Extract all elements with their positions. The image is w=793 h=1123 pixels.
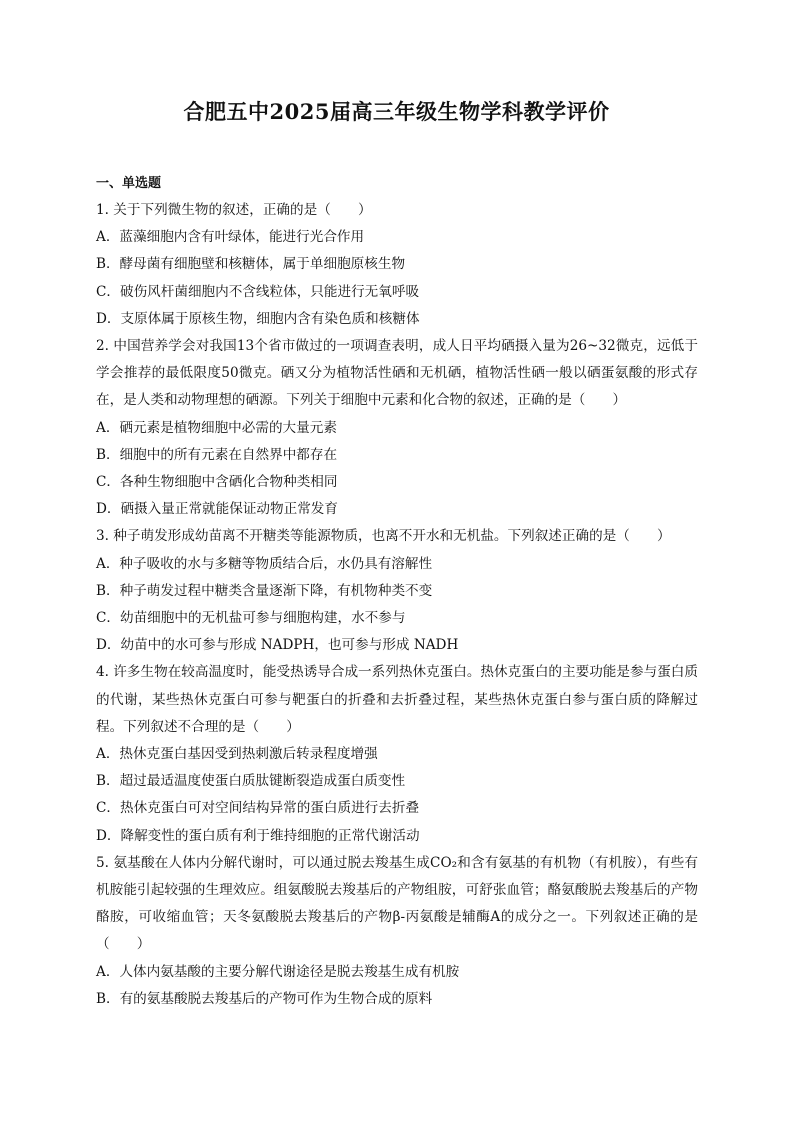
option-d: D．硒摄入量正常就能保证动物正常发育 [96,501,338,518]
question-1 [96,197,698,333]
question-stem: 4. 许多生物在较高温度时，能受热诱导合成一系列热休克蛋白。热休克蛋白的主要功能是参与蛋白质的代谢，某些热休克蛋白可参与靶蛋白的折叠和去折叠过程，某些热休克蛋白参与蛋白质的降解过程。下列叙述不合理的是（ ） [96,664,698,735]
section-heading: 一、单选题 [96,176,162,191]
option-c: C．热休克蛋白可对空间结构异常的蛋白质进行去折叠 [96,800,420,817]
option-b: B．种子萌发过程中糖类含量逐渐下降，有机物种类不变 [96,582,433,599]
option-b: B．超过最适温度使蛋白质肽键断裂造成蛋白质变性 [96,773,406,790]
option-a: A．热休克蛋白基因受到热刺激后转录程度增强 [96,746,378,763]
option-d: D．支原体属于原核生物，细胞内含有染色质和核糖体 [96,310,420,327]
option-b: B．有的氨基酸脱去羧基后的产物可作为生物合成的原料 [96,990,433,1007]
option-a: A．硒元素是植物细胞中必需的大量元素 [96,419,337,436]
document-body [96,170,698,1013]
option-c: C．各种生物细胞中含硒化合物种类相同 [96,474,338,491]
question-2 [96,333,698,523]
option-c: C．幼苗细胞中的无机盐可参与细胞构建，水不参与 [96,610,406,627]
option-b: B．酵母菌有细胞壁和核糖体，属于单细胞原核生物 [96,256,406,273]
question-stem: 3. 种子萌发形成幼苗离不开糖类等能源物质，也离不开水和无机盐。下列叙述正确的是（ ） [96,528,671,545]
document-title: 合肥五中2025届高三年级生物学科教学评价 [183,99,610,124]
question-stem: 1. 关于下列微生物的叙述，正确的是（ ） [96,202,372,218]
option-d: D．降解变性的蛋白质有利于维持细胞的正常代谢活动 [96,827,420,844]
option-d: D．幼苗中的水可参与形成 NADPH，也可参与形成 NADH [96,637,459,654]
question-4 [96,659,698,849]
option-a: A．蓝藻细胞内含有叶绿体，能进行光合作用 [96,229,365,246]
question-3 [96,523,698,659]
question-5 [96,850,698,1013]
option-b: B．细胞中的所有元素在自然界中都存在 [96,446,338,463]
question-stem: 2. 中国营养学会对我国13个省市做过的一项调查表明，成人日平均硒摄入量为26~32微克，远低于学会推荐的最低限度50微克。硒又分为植物活性硒和无机硒，植物活性硒一般以硒蛋氨酸的形式存在，是人类和动物理想的硒源。下列关于细胞中元素和化合物的叙述，正确的是（ ） [96,338,698,409]
option-a: A．种子吸收的水与多糖等物质结合后，水仍具有溶解性 [96,555,433,572]
question-stem: 5. 氨基酸在人体内分解代谢时，可以通过脱去羧基生成CO₂和含有氨基的有机物（有机胺），有些有机胺能引起较强的生理效应。组氨酸脱去羧基后的产物组胺，可舒张血管；酪氨酸脱去羧基后的产物酪胺，可收缩血管；天冬氨酸脱去羧基后的产物β-丙氨酸是辅酶A的成分之一。下列叙述正确的是（ ） [96,854,698,953]
option-c: C．破伤风杆菌细胞内不含线粒体，只能进行无氧呼吸 [96,283,420,300]
option-a: A．人体内氨基酸的主要分解代谢途径是脱去羧基生成有机胺 [96,963,460,980]
